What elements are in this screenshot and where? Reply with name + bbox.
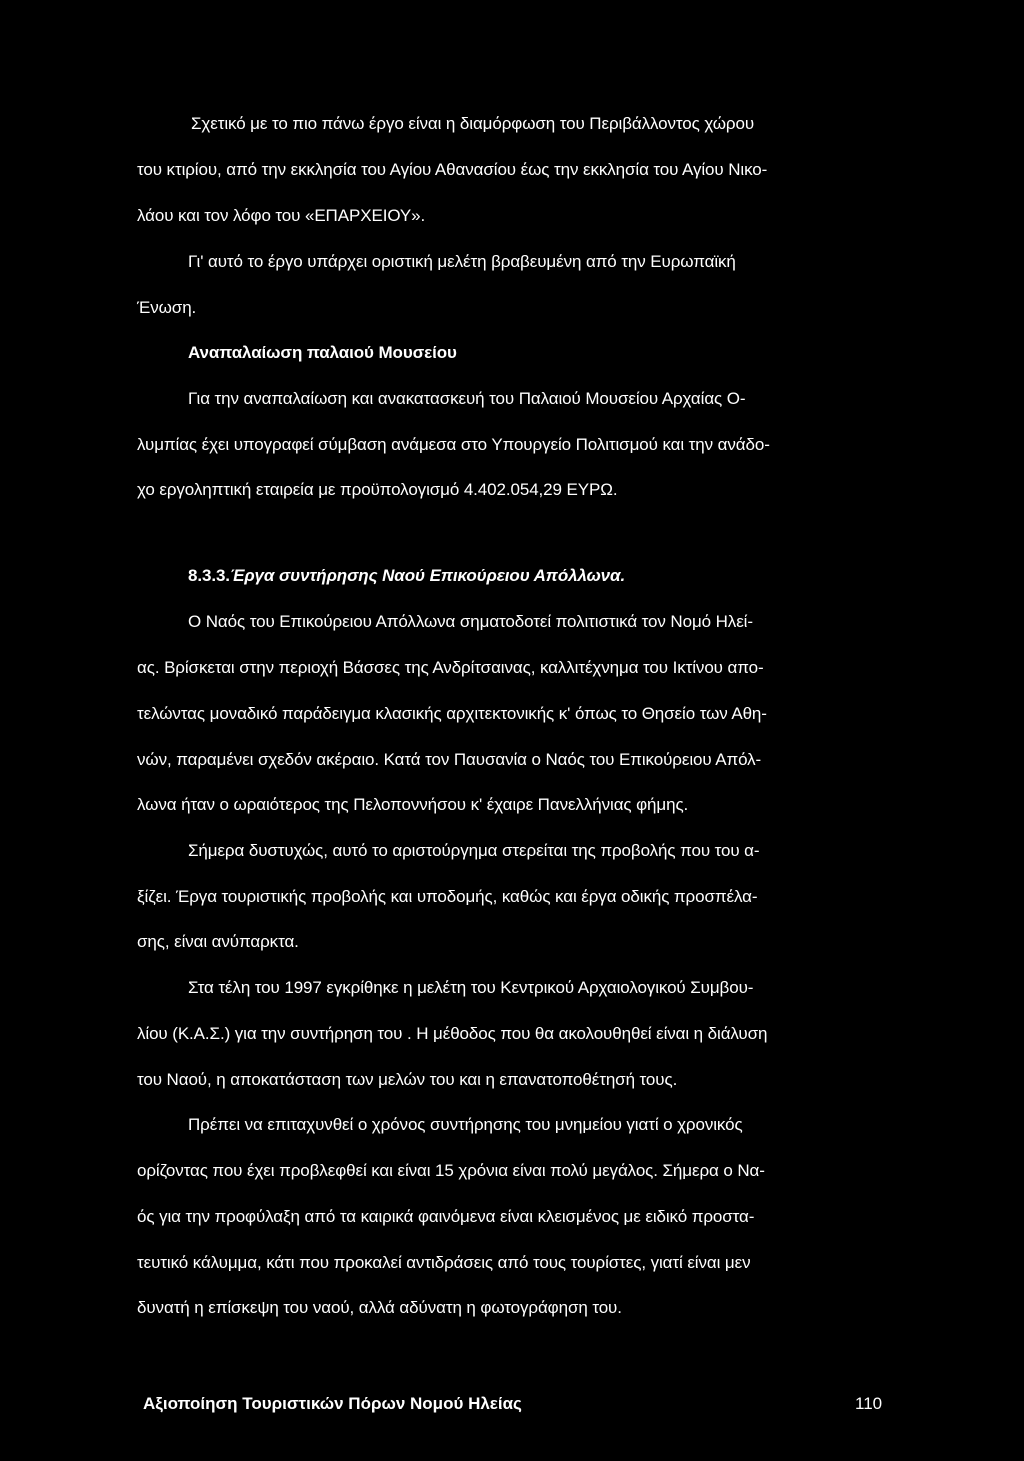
paragraph7-line-2: ορίζοντας που έχει προβλεφθεί και είναι 15 χρόνια είναι πολύ μεγάλος. Σήμερα ο Να-: [137, 1161, 765, 1180]
museum-heading: Αναπαλαίωση παλαιού Μουσείου: [188, 343, 457, 362]
paragraph4-line-4: νών, παραμένει σχεδόν ακέραιο. Κατά τον Παυσανία ο Ναός του Επικούρειου Απόλ-: [137, 750, 762, 769]
section-title: Έργα συντήρησης Ναού Επικούρειου Απόλλωνα.: [229, 566, 626, 585]
paragraph1-line-1: Σχετικό με το πιο πάνω έργο είναι η διαμόρφωση του Περιβάλλοντος χώρου: [191, 114, 755, 133]
section-heading: [188, 566, 625, 586]
paragraph4-line-3: τελώντας μοναδικό παράδειγμα κλασικής αρχιτεκτονικής κ' όπως το Θησείο των Αθη-: [137, 704, 767, 723]
footer-title: Αξιοποίηση Τουριστικών Πόρων Νομού Ηλείας: [143, 1394, 522, 1413]
paragraph6-line-2: λίου (Κ.Α.Σ.) για την συντήρηση του . Η μέθοδος που θα ακολουθηθεί είναι η διάλυση: [137, 1024, 768, 1043]
page-number: 110: [855, 1394, 883, 1413]
paragraph7-line-5: δυνατή η επίσκεψη του ναού, αλλά αδύνατη η φωτογράφηση του.: [137, 1298, 622, 1317]
paragraph5-line-2: ξίζει. Έργα τουριστικής προβολής και υποδομής, καθώς και έργα οδικής προσπέλα-: [137, 887, 758, 906]
paragraph4-line-1: Ο Ναός του Επικούρειου Απόλλωνα σηματοδοτεί πολιτιστικά τον Νομό Ηλεί-: [188, 612, 753, 631]
paragraph3-line-3: χο εργοληπτική εταιρεία με προϋπολογισμό 4.402.054,29 ΕΥΡΩ.: [137, 480, 618, 499]
paragraph3-line-1: Για την αναπαλαίωση και ανακατασκευή του Παλαιού Μουσείου Αρχαίας Ο-: [188, 389, 746, 408]
paragraph4-line-2: ας. Βρίσκεται στην περιοχή Βάσσες της Ανδρίτσαινας, καλλιτέχνημα του Ικτίνου απο-: [137, 658, 764, 677]
paragraph1-line-2: του κτιρίου, από την εκκλησία του Αγίου Αθανασίου έως την εκκλησία του Αγίου Νικο-: [137, 160, 768, 179]
paragraph6-line-1: Στα τέλη του 1997 εγκρίθηκε η μελέτη του Κεντρικού Αρχαιολογικού Συμβου-: [188, 978, 754, 997]
paragraph2-line-2: Ένωση.: [137, 298, 197, 317]
paragraph3-line-2: λυμπίας έχει υπογραφεί σύμβαση ανάμεσα στο Υπουργείο Πολιτισμού και την ανάδο-: [137, 435, 770, 454]
paragraph2-line-1: Γι' αυτό το έργο υπάρχει οριστική μελέτη βραβευμένη από την Ευρωπαϊκή: [188, 252, 736, 271]
paragraph6-line-3: του Ναού, η αποκατάσταση των μελών του και η επανατοποθέτησή τους.: [137, 1070, 678, 1089]
paragraph5-line-3: σης, είναι ανύπαρκτα.: [137, 932, 299, 951]
paragraph7-line-1: Πρέπει να επιταχυνθεί ο χρόνος συντήρησης του μνημείου γιατί ο χρονικός: [188, 1115, 743, 1134]
section-number: 8.3.3.: [188, 566, 230, 585]
paragraph1-line-3: λάου και τον λόφο του «ΕΠΑΡΧΕΙΟΥ».: [137, 206, 426, 225]
paragraph7-line-4: τευτικό κάλυμμα, κάτι που προκαλεί αντιδράσεις από τους τουρίστες, γιατί είναι μεν: [137, 1253, 751, 1272]
paragraph4-line-5: λωνα ήταν ο ωραιότερος της Πελοποννήσου κ' έχαιρε Πανελλήνιας φήμης.: [137, 795, 689, 814]
paragraph5-line-1: Σήμερα δυστυχώς, αυτό το αριστούργημα στερείται της προβολής που του α-: [188, 841, 760, 860]
paragraph7-line-3: ός για την προφύλαξη από τα καιρικά φαινόμενα είναι κλεισμένος με ειδικό προστα-: [137, 1207, 755, 1226]
